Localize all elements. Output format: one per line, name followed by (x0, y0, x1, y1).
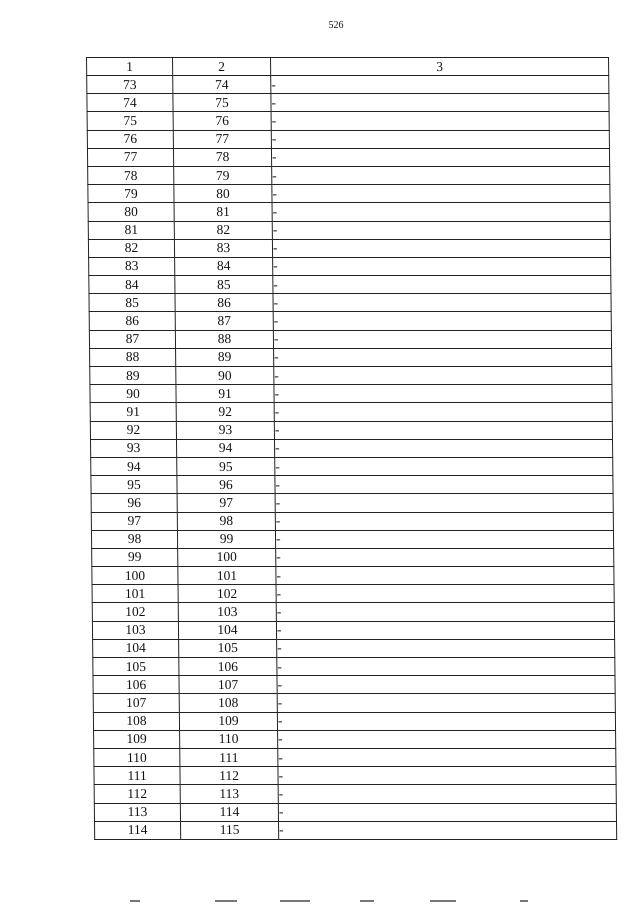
cell-col-1: 93 (91, 439, 177, 457)
table-row (93, 639, 615, 657)
table-row (91, 457, 613, 475)
cell-col-1: 99 (92, 548, 178, 566)
cell-col-3: - (275, 512, 613, 530)
cell-col-1: 98 (91, 530, 177, 548)
table-row (87, 76, 609, 94)
cell-col-2: 87 (175, 312, 273, 330)
cell-col-1: 102 (92, 603, 178, 621)
cell-col-2: 88 (175, 330, 273, 348)
cell-col-1: 114 (95, 821, 181, 839)
cell-col-3: - (277, 712, 615, 730)
cell-col-2: 74 (173, 76, 271, 94)
table-row (89, 330, 611, 348)
table-row (88, 239, 610, 257)
cell-col-3: - (275, 530, 613, 548)
cell-col-3: - (277, 658, 615, 676)
cell-col-2: 79 (174, 166, 272, 184)
cell-col-3: - (278, 785, 616, 803)
cell-col-1: 101 (92, 585, 178, 603)
cell-col-2: 77 (173, 130, 271, 148)
table-row (94, 767, 616, 785)
cell-col-1: 97 (91, 512, 177, 530)
cell-col-3: - (272, 185, 610, 203)
cell-col-1: 109 (94, 730, 180, 748)
cell-col-3: - (276, 621, 614, 639)
cell-col-1: 113 (94, 803, 180, 821)
table-row (89, 312, 611, 330)
table-row (94, 748, 616, 766)
table-header (87, 58, 609, 76)
cell-col-2: 78 (173, 148, 271, 166)
table-row (93, 694, 615, 712)
table-body (87, 76, 617, 840)
cell-col-1: 84 (89, 276, 175, 294)
cell-col-3: - (275, 439, 613, 457)
cell-col-1: 96 (91, 494, 177, 512)
cell-col-2: 75 (173, 94, 271, 112)
cell-col-3: - (273, 276, 611, 294)
cell-col-3: - (273, 257, 611, 275)
table-row (87, 130, 609, 148)
cell-col-3: - (272, 203, 610, 221)
table-row (90, 348, 612, 366)
cell-col-1: 77 (87, 148, 173, 166)
cell-col-2: 95 (177, 457, 275, 475)
cell-col-1: 76 (87, 130, 173, 148)
cell-col-3: - (277, 639, 615, 657)
cell-col-1: 75 (87, 112, 173, 130)
table-row (92, 548, 614, 566)
column-header-3: 3 (271, 58, 609, 76)
cell-col-1: 80 (88, 203, 174, 221)
cell-col-3: - (273, 312, 611, 330)
table-row (91, 439, 613, 457)
cell-col-2: 103 (178, 603, 276, 621)
cell-col-2: 99 (177, 530, 275, 548)
table-row (92, 603, 614, 621)
cell-col-1: 87 (89, 330, 175, 348)
table-row (90, 385, 612, 403)
table-row (91, 512, 613, 530)
cell-col-2: 108 (179, 694, 277, 712)
cell-col-2: 101 (178, 567, 276, 585)
table-row (88, 185, 610, 203)
table-row (88, 166, 610, 184)
cell-col-3: - (272, 166, 610, 184)
table-row (93, 712, 615, 730)
table-header-row (87, 58, 609, 76)
cell-col-2: 83 (174, 239, 272, 257)
cell-col-1: 90 (90, 385, 176, 403)
cell-col-3: - (278, 767, 616, 785)
column-header-2: 2 (173, 58, 271, 76)
cell-col-3: - (275, 494, 613, 512)
cell-col-3: - (274, 367, 612, 385)
cell-col-2: 92 (176, 403, 274, 421)
cell-col-3: - (271, 130, 609, 148)
cell-col-1: 79 (88, 185, 174, 203)
cell-col-3: - (276, 603, 614, 621)
cell-col-1: 95 (91, 476, 177, 494)
cell-col-2: 112 (180, 767, 278, 785)
cell-col-3: - (272, 221, 610, 239)
data-table (86, 57, 617, 840)
table-row (93, 676, 615, 694)
table-row (91, 494, 613, 512)
cell-col-2: 84 (175, 257, 273, 275)
cell-col-3: - (278, 803, 616, 821)
table-row (90, 421, 612, 439)
cell-col-2: 114 (180, 803, 278, 821)
cell-col-1: 105 (93, 658, 179, 676)
table-row (89, 294, 611, 312)
table-row (92, 621, 614, 639)
cell-col-3: - (277, 676, 615, 694)
column-header-1: 1 (87, 58, 173, 76)
cell-col-1: 91 (90, 403, 176, 421)
table-row (88, 221, 610, 239)
cell-col-2: 98 (177, 512, 275, 530)
cell-col-3: - (273, 294, 611, 312)
cell-col-1: 104 (93, 639, 179, 657)
cell-col-2: 97 (177, 494, 275, 512)
cell-col-3: - (272, 239, 610, 257)
cell-col-1: 110 (94, 748, 180, 766)
cell-col-3: - (278, 748, 616, 766)
cell-col-2: 91 (176, 385, 274, 403)
cell-col-2: 89 (176, 348, 274, 366)
table-row (89, 257, 611, 275)
cell-col-3: - (276, 548, 614, 566)
page-number: 526 (328, 20, 344, 31)
cell-col-2: 109 (179, 712, 277, 730)
cell-col-2: 96 (177, 476, 275, 494)
table-row (91, 530, 613, 548)
cell-col-3: - (276, 585, 614, 603)
table-row (91, 476, 613, 494)
cell-col-2: 100 (178, 548, 276, 566)
cell-col-3: - (278, 730, 616, 748)
cell-col-1: 106 (93, 676, 179, 694)
cell-col-2: 110 (180, 730, 278, 748)
cell-col-3: - (271, 148, 609, 166)
cell-col-2: 85 (175, 276, 273, 294)
cell-col-1: 107 (93, 694, 179, 712)
cell-col-2: 104 (178, 621, 276, 639)
table-row (94, 803, 616, 821)
cell-col-1: 88 (90, 348, 176, 366)
cell-col-1: 108 (93, 712, 179, 730)
cell-col-1: 73 (87, 76, 173, 94)
cell-col-1: 103 (92, 621, 178, 639)
cell-col-3: - (274, 348, 612, 366)
cell-col-2: 86 (175, 294, 273, 312)
cell-col-2: 90 (176, 367, 274, 385)
cell-col-1: 74 (87, 94, 173, 112)
cell-col-1: 86 (89, 312, 175, 330)
cell-col-3: - (271, 76, 609, 94)
cell-col-2: 105 (179, 639, 277, 657)
cell-col-2: 82 (174, 221, 272, 239)
cell-col-3: - (274, 403, 612, 421)
table-row (90, 403, 612, 421)
cell-col-3: - (276, 567, 614, 585)
table-row (92, 567, 614, 585)
cell-col-3: - (275, 476, 613, 494)
table-row (88, 203, 610, 221)
table-row (92, 585, 614, 603)
cell-col-1: 82 (88, 239, 174, 257)
cell-col-1: 85 (89, 294, 175, 312)
cell-col-1: 100 (92, 567, 178, 585)
cell-col-2: 93 (176, 421, 274, 439)
cell-col-3: - (271, 112, 609, 130)
cell-col-2: 107 (179, 676, 277, 694)
cell-col-1: 81 (88, 221, 174, 239)
cell-col-1: 112 (94, 785, 180, 803)
cell-col-3: - (275, 457, 613, 475)
table-row (95, 821, 617, 839)
table-row (89, 276, 611, 294)
cell-col-1: 111 (94, 767, 180, 785)
table-row (87, 112, 609, 130)
table-row (94, 730, 616, 748)
cell-col-2: 102 (178, 585, 276, 603)
cell-col-2: 106 (179, 658, 277, 676)
table-row (94, 785, 616, 803)
footer-scan-marks (130, 900, 550, 903)
cell-col-2: 111 (180, 748, 278, 766)
cell-col-1: 78 (88, 166, 174, 184)
cell-col-3: - (271, 94, 609, 112)
cell-col-3: - (277, 694, 615, 712)
cell-col-3: - (274, 421, 612, 439)
table-row (93, 658, 615, 676)
table-row (87, 94, 609, 112)
cell-col-2: 80 (174, 185, 272, 203)
cell-col-2: 76 (173, 112, 271, 130)
cell-col-1: 83 (89, 257, 175, 275)
cell-col-2: 115 (181, 821, 279, 839)
table-row (87, 148, 609, 166)
cell-col-1: 89 (90, 367, 176, 385)
cell-col-2: 94 (177, 439, 275, 457)
cell-col-3: - (279, 821, 617, 839)
cell-col-1: 92 (90, 421, 176, 439)
table-row (90, 367, 612, 385)
cell-col-2: 113 (180, 785, 278, 803)
cell-col-2: 81 (174, 203, 272, 221)
cell-col-1: 94 (91, 457, 177, 475)
cell-col-3: - (273, 330, 611, 348)
cell-col-3: - (274, 385, 612, 403)
